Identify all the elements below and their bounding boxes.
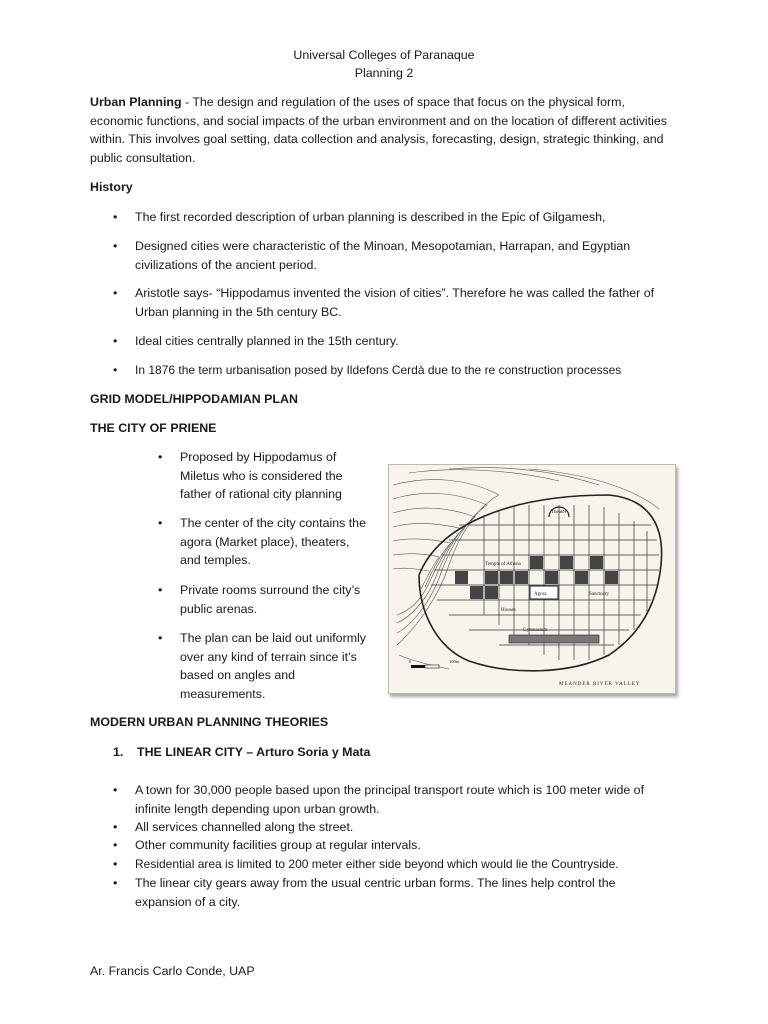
bullet-icon: • [113,838,118,852]
bullet-icon: • [113,286,118,300]
history-bullet-text: Ideal cities centrally planned in the 15th century. [135,334,399,348]
history-bullet [113,237,673,274]
bullet-icon: • [113,857,118,871]
history-heading: History [90,180,133,194]
linear-city-bullet [113,781,675,818]
linear-city-bullet [113,836,673,855]
history-bullet [113,208,673,227]
bullet-icon: • [158,583,163,597]
history-bullet-text: Aristotle says- “Hippodamus invented the vision of cities”. Therefore he was called the father of Urban planning in the 5th century BC. [135,286,655,319]
bullet-icon: • [158,516,163,530]
priene-bullet [158,514,368,570]
map-label-valley: MEANDER RIVER VALLEY [559,682,641,687]
map-label-agora: Agora [534,592,547,597]
map-label-temple-athena: Temple of Athena [485,562,521,567]
priene-bullet-text: Private rooms surround the city’s public arenas. [180,583,361,616]
bullet-icon: • [113,363,118,377]
modern-heading: MODERN URBAN PLANNING THEORIES [90,715,329,729]
priene-bullet-text: The center of the city contains the agora (Market place), theaters, and temples. [180,516,366,567]
linear-city-bullet [113,874,675,911]
history-bullet-text: In 1876 the term urbanisation posed by Ildefons Cerdà due to the re construction processes [135,363,622,377]
bullet-icon: • [113,783,118,797]
linear-city-bullet-text: All services channelled along the street. [135,820,354,834]
priene-city-plan-image [388,464,676,694]
linear-city-author: – Arturo Soria y Mata [242,745,371,759]
priene-heading: THE CITY OF PRIENE [90,421,217,435]
linear-city-bullet [113,855,693,874]
grid-model-heading: GRID MODEL/HIPPODAMIAN PLAN [90,392,298,406]
priene-map-drawing [389,465,675,693]
course-title: Planning 2 [354,66,414,80]
linear-city-bullet-text: Other community facilities group at regular intervals. [135,838,421,852]
bullet-icon: • [113,239,118,253]
priene-bullet [158,581,368,618]
linear-city-bullet-text: Residential area is limited to 200 meter either side beyond which would lie the Countryside. [135,857,619,871]
bullet-icon: • [113,820,118,834]
linear-city-bullet-text: A town for 30,000 people based upon the principal transport route which is 100 meter wide of infinite length depending upon urban growth. [135,783,645,816]
map-label-sanctuary: Sanctuary [589,592,609,597]
intro-term: Urban Planning [90,95,182,109]
priene-bullet-text: Proposed by Hippodamus of Miletus who is considered the father of rational city planning [180,450,343,501]
bullet-icon: • [113,334,118,348]
map-label-theater: Theater [551,510,567,515]
list-number: 1. [113,745,124,759]
history-bullet-text: Designed cities were characteristic of the Minoan, Mesopotamian, Harrapan, and Egyptian civilizations of the ancient period. [135,239,631,272]
institution-title: Universal Colleges of Paranaque [293,48,475,62]
footer-author: Ar. Francis Carlo Conde, UAP [90,964,255,978]
priene-bullet-text: The plan can be laid out uniformly over any kind of terrain since it’s based on angles and measurements. [180,631,366,701]
linear-city-name: THE LINEAR CITY [137,745,243,759]
bullet-icon: • [113,210,118,224]
linear-city-bullet [113,818,673,837]
intro-paragraph [90,93,680,167]
stadium-block [509,635,599,643]
bullet-icon: • [158,450,163,464]
scale-label-100m: 100m [449,659,460,664]
map-label-houses: Houses [501,608,516,613]
bullet-icon: • [113,876,118,890]
history-bullet [113,361,693,380]
priene-bullet [158,629,373,703]
history-bullet-text: The first recorded description of urban planning is described in the Epic of Gilgamesh, [135,210,606,224]
bullet-icon: • [158,631,163,645]
history-bullet [113,284,675,321]
map-label-gymnasium: Gymnasium [523,628,548,633]
linear-city-bullet-text: The linear city gears away from the usual centric urban forms. The lines help control the expansion of a city. [135,876,616,909]
scale-bar [409,659,460,668]
linear-city-title [113,743,370,762]
scale-label-zero: 0 [409,659,412,664]
intro-definition: - The design and regulation of the uses of space that focus on the physical form, economic functions, and social impacts of the urban environment and on the location of different activities within. This involves goal setting, data collection and analysis, forecasting, design, strategic thinking, and public consultation. [90,95,667,165]
priene-bullet [158,448,368,504]
history-bullet [113,332,673,351]
